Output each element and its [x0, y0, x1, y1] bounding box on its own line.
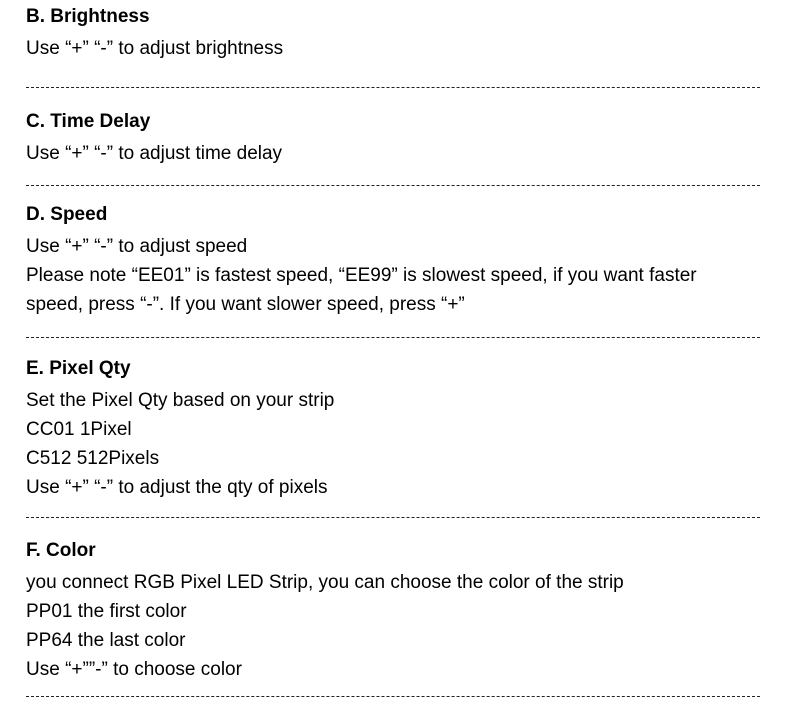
- section-heading-time-delay: C. Time Delay: [26, 111, 151, 132]
- color-instruction: you connect RGB Pixel LED Strip, you can choose the color of the strip: [26, 572, 624, 593]
- brightness-instruction: Use “+” “-” to adjust brightness: [26, 38, 284, 59]
- section-divider: [26, 696, 760, 697]
- speed-instruction: Use “+” “-” to adjust speed: [26, 236, 248, 257]
- color-adjust: Use “+””-” to choose color: [26, 659, 242, 680]
- section-heading-color: F. Color: [26, 540, 96, 561]
- section-heading-brightness: B. Brightness: [26, 6, 150, 27]
- section-heading-pixel-qty: E. Pixel Qty: [26, 358, 131, 379]
- speed-note-line-1: Please note “EE01” is fastest speed, “EE99” is slowest speed, if you want faster: [26, 265, 697, 286]
- color-code-pp64: PP64 the last color: [26, 630, 186, 651]
- speed-note-line-2: speed, press “-”. If you want slower speed, press “+”: [26, 294, 465, 315]
- time-delay-instruction: Use “+” “-” to adjust time delay: [26, 143, 283, 164]
- section-heading-speed: D. Speed: [26, 204, 108, 225]
- pixel-qty-instruction: Set the Pixel Qty based on your strip: [26, 390, 335, 411]
- section-divider: [26, 87, 760, 88]
- pixel-qty-adjust: Use “+” “-” to adjust the qty of pixels: [26, 477, 328, 498]
- color-code-pp01: PP01 the first color: [26, 601, 187, 622]
- section-divider: [26, 185, 760, 186]
- pixel-qty-code-cc01: CC01 1Pixel: [26, 419, 132, 440]
- pixel-qty-code-c512: C512 512Pixels: [26, 448, 160, 469]
- section-divider: [26, 337, 760, 338]
- section-divider: [26, 517, 760, 518]
